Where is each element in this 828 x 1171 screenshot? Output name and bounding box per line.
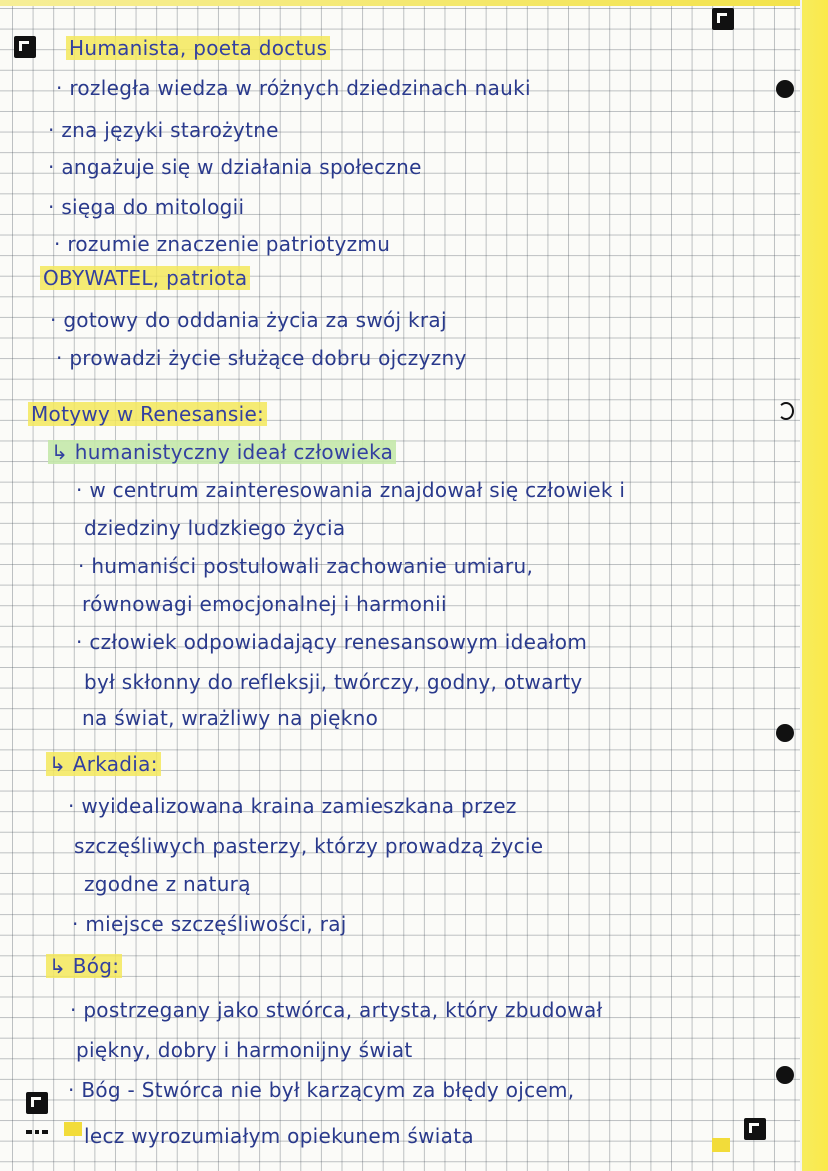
corner-marker-top-right-icon (712, 8, 734, 30)
note-line: · prowadzi życie służące dobru ojczyzny (56, 346, 467, 370)
top-yellow-strip (0, 0, 800, 6)
note-line: · postrzegany jako stwórca, artysta, który zbudował (70, 998, 603, 1022)
yellow-tab-bottom-left (64, 1122, 82, 1136)
note-line: · gotowy do oddania życia za swój kraj (50, 308, 447, 332)
note-line: Motywy w Renesansie: (28, 402, 267, 426)
note-line: równowagi emocjonalnej i harmonii (82, 592, 447, 616)
note-line: ↳ Bóg: (46, 954, 122, 978)
note-line: OBYWATEL, patriota (40, 266, 250, 290)
note-line: na świat, wrażliwy na piękno (82, 706, 379, 730)
note-line: · rozumie znaczenie patriotyzmu (54, 232, 391, 256)
note-line: szczęśliwych pasterzy, którzy prowadzą życie (74, 834, 544, 858)
corner-marker-bottom-left-icon (26, 1092, 48, 1114)
note-line: · człowiek odpowiadający renesansowym ideałom (76, 630, 588, 654)
binder-hole-icon (776, 724, 794, 742)
note-line: piękny, dobry i harmonijny świat (76, 1038, 413, 1062)
binder-hole-icon (776, 1066, 794, 1084)
marker-dash-icon (26, 1130, 48, 1134)
note-line: ↳ humanistyczny ideał człowieka (48, 440, 396, 464)
note-line: · zna języki starożytne (48, 118, 279, 142)
note-line: · rozległa wiedza w różnych dziedzinach nauki (56, 76, 531, 100)
note-line: dziedziny ludzkiego życia (84, 516, 346, 540)
yellow-tab-bottom-right (712, 1138, 730, 1152)
note-line: lecz wyrozumiałym opiekunem świata (84, 1124, 474, 1148)
note-line: · humaniści postulowali zachowanie umiaru, (78, 554, 534, 578)
corner-marker-bottom-right-icon (744, 1118, 766, 1140)
note-line: · wyidealizowana kraina zamieszkana przez (68, 794, 517, 818)
binder-hole-icon (778, 402, 794, 420)
note-line: · w centrum zainteresowania znajdował się człowiek i (76, 478, 626, 502)
note-line: zgodne z naturą (84, 872, 251, 896)
note-line: ↳ Arkadia: (46, 752, 161, 776)
binder-hole-icon (776, 80, 794, 98)
note-line: · angażuje się w działania społeczne (48, 155, 422, 179)
binder-edge (802, 0, 828, 1171)
note-line: · miejsce szczęśliwości, raj (72, 912, 347, 936)
corner-marker-top-left-icon (14, 36, 36, 58)
note-line: Humanista, poeta doctus (66, 36, 330, 60)
note-line: · sięga do mitologii (48, 195, 245, 219)
note-line: był skłonny do refleksji, twórczy, godny, otwarty (84, 670, 583, 694)
note-line: · Bóg - Stwórca nie był karzącym za błędy ojcem, (68, 1078, 575, 1102)
